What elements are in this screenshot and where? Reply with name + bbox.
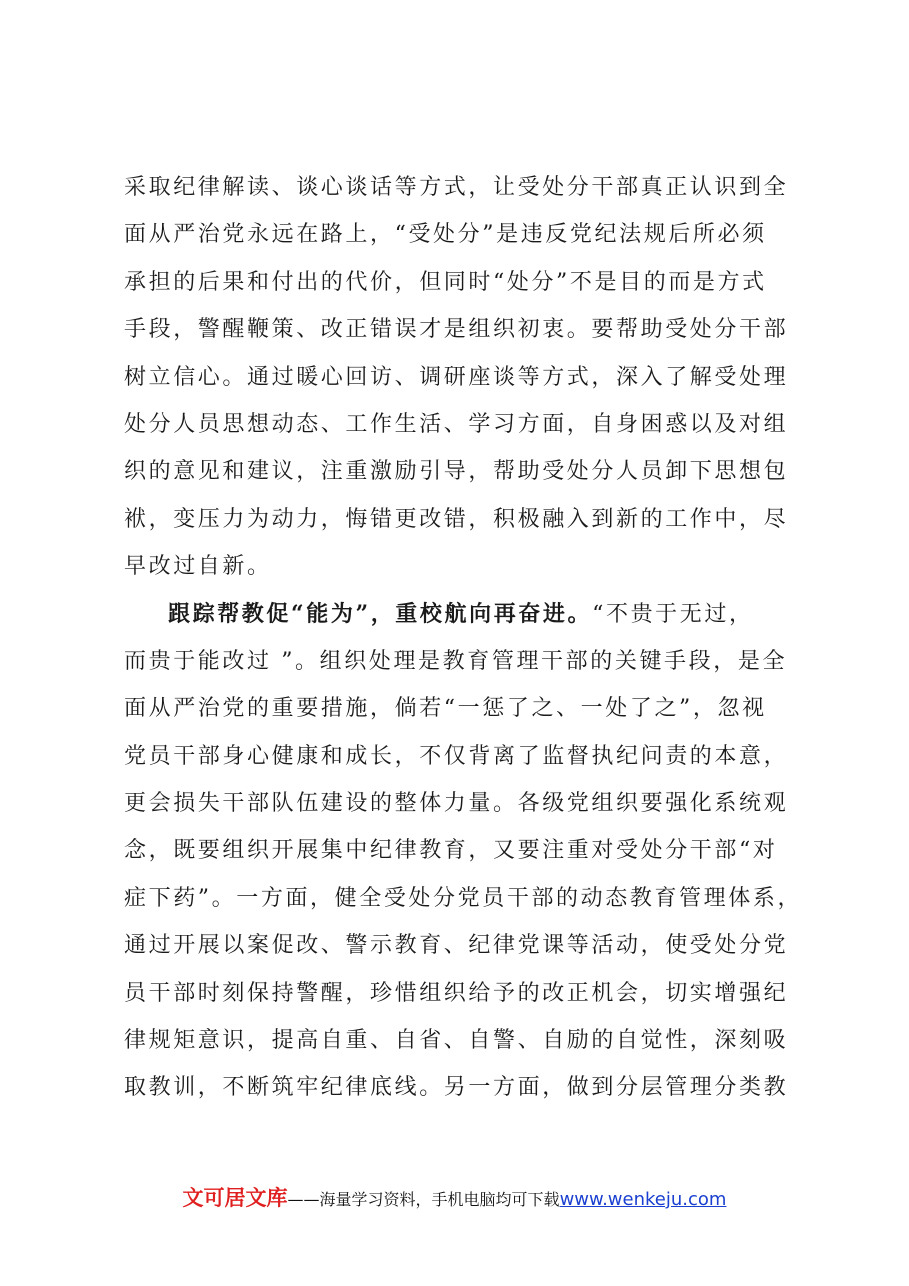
- text-line: 承担的后果和付出的代价，但同时“处分”不是目的而是方式: [124, 269, 767, 295]
- text-line: 取教训，不断筑牢纪律底线。另一方面，做到分层管理分类教: [124, 1075, 789, 1101]
- text-line: 而贵于能改过 ”。组织处理是教育管理干部的关键手段，是全: [124, 648, 788, 674]
- footer-tagline: ——海量学习资料，手机电脑均可下载: [287, 1190, 560, 1209]
- text-line: 处分人员思想动态、工作生活、学习方面，自身困惑以及对组: [124, 411, 789, 437]
- text-line: 通过开展以案促改、警示教育、纪律党课等活动，使受处分党: [124, 933, 789, 959]
- text-line: 面从严治党的重要措施，倘若“一惩了之、一处了之”，忽视: [124, 696, 767, 722]
- text-line: 袱，变压力为动力，悔错更改错，积极融入到新的工作中，尽: [124, 506, 789, 532]
- paragraph-1: [124, 164, 804, 591]
- footer-brand: 文可居文库: [182, 1186, 288, 1210]
- text-line: 树立信心。通过暖心回访、调研座谈等方式，深入了解受处理: [124, 364, 789, 390]
- footer-url-link[interactable]: www.wenkeju.com: [559, 1189, 727, 1210]
- document-body: [124, 164, 804, 1112]
- footer-banner: [0, 1182, 909, 1212]
- text-segment: “不贵于无过，: [592, 601, 754, 627]
- text-line: 早改过自新。: [124, 554, 272, 580]
- text-line: 面从严治党永远在路上，“受处分”是违反党纪法规后所必须: [124, 222, 767, 248]
- text-line: 采取纪律解读、谈心谈话等方式，让受处分干部真正认识到全: [124, 175, 789, 200]
- text-line: 律规矩意识，提高自重、自省、自警、自励的自觉性，深刻吸: [124, 1028, 789, 1054]
- paragraph-2: [124, 591, 804, 1112]
- text-line: 更会损失干部队伍建设的整体力量。各级党组织要强化系统观: [124, 791, 789, 817]
- text-line: 念，既要组织开展集中纪律教育，又要注重对受处分干部“对: [124, 838, 778, 864]
- text-line: 手段，警醒鞭策、改正错误才是组织初衷。要帮助受处分干部: [124, 317, 789, 343]
- text-line: 织的意见和建议，注重激励引导，帮助受处分人员卸下思想包: [124, 459, 789, 485]
- text-line: 党员干部身心健康和成长，不仅背离了监督执纪问责的本意，: [124, 743, 789, 769]
- paragraph-first-line: [124, 591, 804, 638]
- text-line: 员干部时刻保持警醒，珍惜组织给予的改正机会，切实增强纪: [124, 980, 789, 1006]
- paragraph-heading: 跟踪帮教促“能为”，重校航向再奋进。: [168, 600, 593, 627]
- text-line: 症下药”。一方面，健全受处分党员干部的动态教育管理体系，: [124, 885, 803, 911]
